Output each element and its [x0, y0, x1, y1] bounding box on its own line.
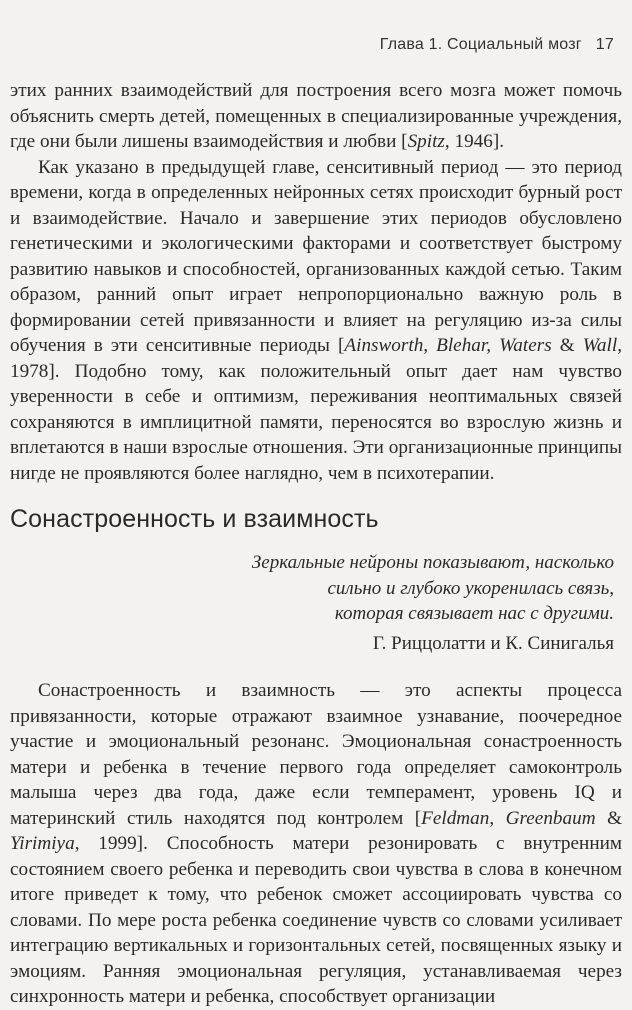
paragraph-attunement: Сонастроенность и взаимность — это аспекты процесса привязанности, которые отражают взаимное узнавание, поочередное участие и эмоциональный резонанс. Эмоциональная сонастроенность матери и ребенка в течение первого года определяет самоконтроль малыша через два года, даже если темперамент, уровень IQ и материнский стиль находятся под контролем [Feldman, Greenbaum & Yirimiya, 1999]. Способность матери резонировать с внутренним состоянием своего ребенка и переводить свои чувства в слова в конечном итоге приведет к тому, что ребенок сможет ассоциировать чувства со словами. По мере роста ребенка соединение чувств со словами усиливает интеграцию вертикальных и горизонтальных сетей, посвященных языку и эмоциям. Ранняя эмоциональная регуляция, устанавливаемая через синхронность матери и ребенка, способствует организации	[10, 680, 622, 1007]
citation-author: Feldman	[421, 807, 490, 829]
section-heading: Сонастроенность и взаимность	[10, 505, 379, 533]
paragraph-continuation: этих ранних взаимодействий для построения всего мозга может помочь объяснить смерть детей, помещенных в специализированные учреждения, где они были лишены взаимодействия и любви [Spitz, 1946].	[10, 80, 622, 152]
paragraph-sensitive-period: Как указано в предыдущей главе, сенситивный период — это период времени, когда в определенных нейронных сетях происходит бурный рост и взаимодействие. Начало и завершение этих периодов обусловлено генетическими и экологическими факторами и соответствует быстрому развитию навыков и способностей, организованных каждой сетью. Таким образом, ранний опыт играет непропорционально важную роль в формировании сетей привязанности и влияет на регуляцию из-за силы обучения в эти сенситивные периоды [Ainsworth, Blehar, Waters & Wall, 1978]. Подобно тому, как положительный опыт дает нам чувство уверенности в себе и оптимизм, переживания неоптимальных связей сохраняются в имплицитной памяти, переносятся во взрослую жизнь и вплетаются в наши взрослые отношения. Эти организационные принципы нигде не проявляются более наглядно, чем в психотерапии.	[10, 156, 622, 484]
page-number: 17	[595, 36, 614, 53]
running-header	[380, 36, 614, 54]
body-text-bottom	[10, 678, 622, 1010]
chapter-title: Глава 1. Социальный мозг	[379, 36, 582, 53]
body-text-top	[10, 78, 622, 486]
citation-author: Ainsworth, Blehar, Waters	[344, 335, 552, 356]
citation-author: Yirimiya	[10, 833, 75, 854]
citation-author: Wall	[582, 335, 618, 356]
citation-author: Greenbaum	[505, 807, 596, 829]
epigraph-author: Г. Риццолатти и К. Синигалья	[372, 632, 614, 654]
epigraph-quote: Зеркальные нейроны показывают, насколько сильно и глубоко укоренилась связь, которая связывает нас с другими.	[251, 552, 614, 624]
epigraph	[134, 550, 614, 656]
citation-author: Spitz	[407, 131, 445, 152]
